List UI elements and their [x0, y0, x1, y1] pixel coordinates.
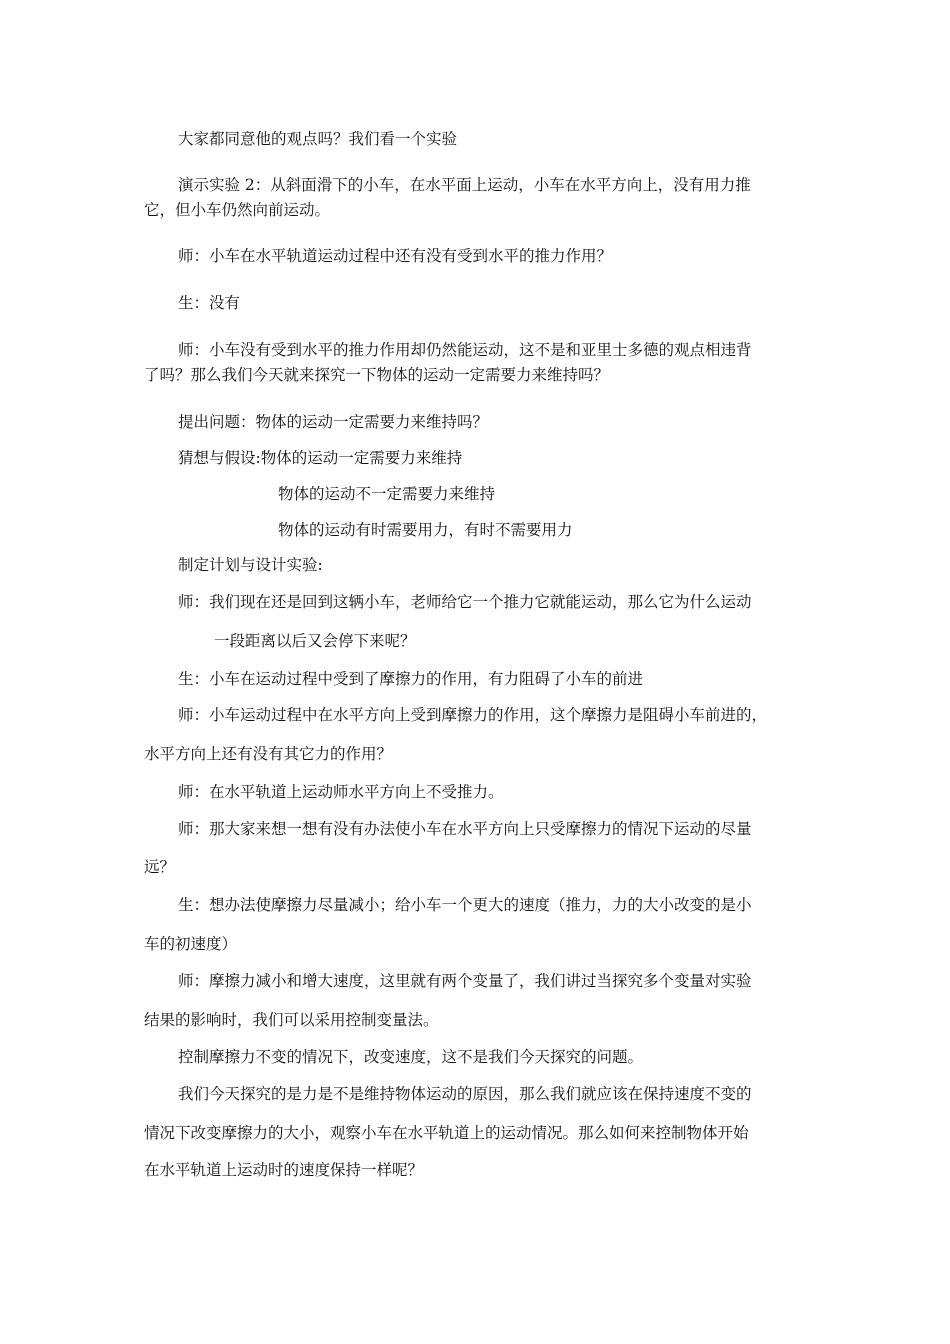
text-line: 师：我们现在还是回到这辆小车，老师给它一个推力它就能运动，那么它为什么运动	[178, 593, 752, 611]
text-line: 生：小车在运动过程中受到了摩擦力的作用，有力阻碍了小车的前进	[178, 670, 644, 688]
text-line: 制定计划与设计实验:	[178, 556, 323, 574]
text-line: 猜想与假设:物体的运动一定需要力来维持	[178, 449, 463, 467]
text-line: 一段距离以后又会停下来呢？	[214, 632, 416, 650]
text-line: 生：没有	[178, 294, 241, 312]
text-line: 它，但小车仍然向前运动。	[144, 201, 331, 219]
text-line: 了吗？那么我们今天就来探究一下物体的运动一定需要力来维持吗？	[144, 366, 610, 384]
text-line: 控制摩擦力不变的情况下，改变速度，这不是我们今天探究的问题。	[178, 1048, 644, 1066]
text-line: 提出问题：物体的运动一定需要力来维持吗？	[178, 413, 489, 431]
text-line: 师：那大家来想一想有没有办法使小车在水平方向上只受摩擦力的情况下运动的尽量	[178, 820, 752, 838]
text-line: 在水平轨道上运动时的速度保持一样呢？	[144, 1161, 424, 1179]
text-line: 师：小车在水平轨道运动过程中还有没有受到水平的推力作用？	[178, 247, 613, 265]
text-line: 生：想办法使摩擦力尽量减小；给小车一个更大的速度（推力，力的大小改变的是小	[178, 896, 752, 914]
text-line: 师：小车没有受到水平的推力作用却仍然能运动，这不是和亚里士多德的观点相违背	[178, 341, 752, 359]
text-line: 物体的运动不一定需要力来维持	[278, 485, 496, 503]
text-line: 师：在水平轨道上运动师水平方向上不受推力。	[178, 783, 504, 801]
text-line: 演示实验 2：从斜面滑下的小车，在水平面上运动，小车在水平方向上，没有用力推	[178, 176, 751, 194]
text-line: 车的初速度）	[144, 935, 238, 953]
text-line: 物体的运动有时需要用力，有时不需要用力	[278, 521, 573, 539]
text-line: 远？	[144, 858, 176, 876]
text-line: 结果的影响时，我们可以采用控制变量法。	[144, 1011, 439, 1029]
text-line: 我们今天探究的是力是不是维持物体运动的原因，那么我们就应该在保持速度不变的	[178, 1085, 752, 1103]
text-line: 大家都同意他的观点吗？我们看一个实验	[178, 130, 458, 148]
text-line: 水平方向上还有没有其它力的作用？	[144, 745, 393, 763]
text-line: 师：摩擦力减小和增大速度，这里就有两个变量了，我们讲过当探究多个变量对实验	[178, 972, 752, 990]
text-line: 情况下改变摩擦力的大小，观察小车在水平轨道上的运动情况。那么如何来控制物体开始	[144, 1124, 749, 1142]
text-line: 师：小车运动过程中在水平方向上受到摩擦力的作用，这个摩擦力是阻碍小车前进的，	[178, 706, 768, 724]
